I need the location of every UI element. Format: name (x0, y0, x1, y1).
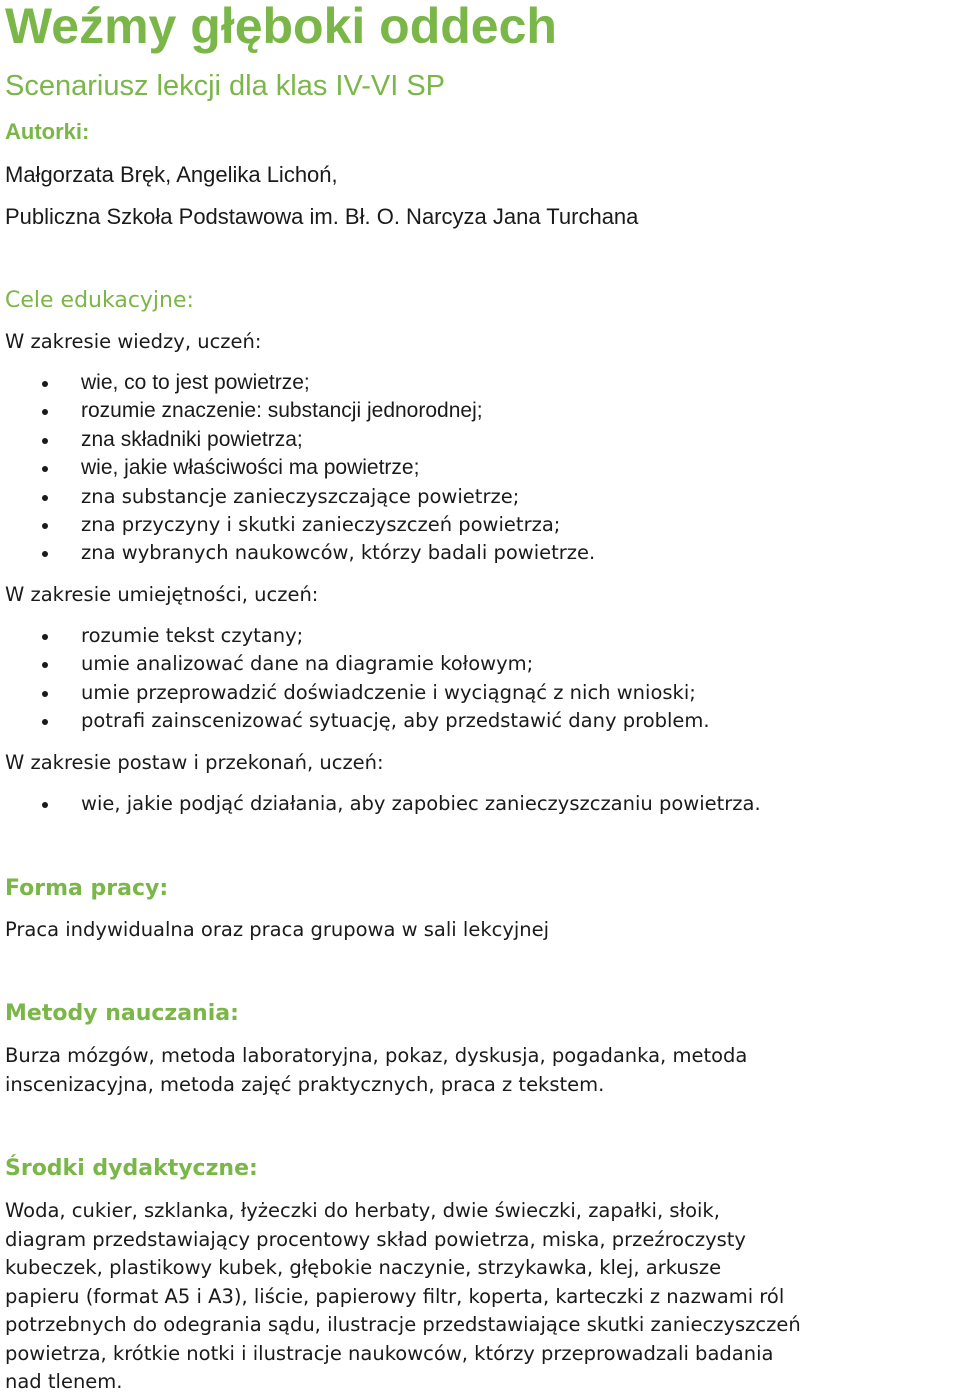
text-line: powietrza, krótkie notki i ilustracje naukowców, którzy przeprowadzali badania (5, 1341, 774, 1365)
list-item: rozumie tekst czytany; (5, 622, 710, 650)
bullet-icon (42, 802, 48, 808)
work-form-heading: Forma pracy: (5, 876, 169, 901)
list-item: wie, co to jest powietrze; (5, 369, 595, 397)
bullet-icon (42, 381, 48, 387)
list-item: umie analizować dane na diagramie kołowym; (5, 650, 710, 678)
text-line: papieru (format A5 i A3), liście, papierowy filtr, koperta, karteczki z nazwami ról (5, 1284, 785, 1308)
attitudes-intro: W zakresie postaw i przekonań, uczeń: (5, 751, 384, 774)
text-line: Woda, cukier, szklanka, łyżeczki do herbaty, dwie świeczki, zapałki, słoik, (5, 1199, 720, 1222)
bullet-icon (42, 466, 48, 472)
list-item: zna substancje zanieczyszczające powietrze; (5, 483, 595, 511)
list-item: zna przyczyny i skutki zanieczyszczeń powietrza; (5, 511, 595, 539)
text-line: inscenizacyjna, metoda zajęć praktycznych, praca z tekstem. (5, 1072, 605, 1096)
authors-names: Małgorzata Bręk, Angelika Lichoń, (5, 162, 338, 187)
bullet-icon (42, 551, 48, 557)
text-line: nad tlenem. (5, 1370, 123, 1393)
list-item: wie, jakie podjąć działania, aby zapobiec zanieczyszczaniu powietrza. (5, 790, 761, 818)
authors-school: Publiczna Szkoła Podstawowa im. Bł. O. Narcyza Jana Turchana (5, 204, 639, 229)
methods-heading: Metody nauczania: (5, 1001, 239, 1026)
bullet-icon (42, 409, 48, 415)
authors-heading: Autorki: (5, 119, 90, 144)
skills-intro: W zakresie umiejętności, uczeń: (5, 583, 319, 606)
bullet-icon (42, 634, 48, 640)
bullet-icon (42, 438, 48, 444)
list-item: rozumie znaczenie: substancji jednorodnej; (5, 397, 595, 425)
attitudes-list (5, 790, 761, 818)
text-line: diagram przedstawiający procentowy skład powietrza, miska, przeźroczysty (5, 1227, 746, 1251)
skills-list (5, 622, 710, 736)
list-item: umie przeprowadzić doświadczenie i wyciągnąć z nich wnioski; (5, 679, 710, 707)
resources-heading: Środki dydaktyczne: (5, 1156, 258, 1181)
bullet-icon (42, 495, 48, 501)
document-title: Weźmy głęboki oddech (5, 0, 557, 54)
document-subtitle: Scenariusz lekcji dla klas IV-VI SP (5, 70, 446, 102)
resources-text (5, 1197, 960, 1397)
bullet-icon (42, 691, 48, 697)
methods-text (5, 1042, 960, 1099)
bullet-icon (42, 523, 48, 529)
list-item: wie, jakie właściwości ma powietrze; (5, 454, 595, 482)
text-line: Burza mózgów, metoda laboratoryjna, pokaz, dyskusja, pogadanka, metoda (5, 1044, 748, 1067)
list-item: potrafi zainscenizować sytuację, aby przedstawić dany problem. (5, 707, 710, 735)
text-line: potrzebnych do odegrania sądu, ilustracje przedstawiające skutki zanieczyszczeń (5, 1313, 801, 1336)
work-form-text: Praca indywidualna oraz praca grupowa w sali lekcyjnej (5, 918, 550, 941)
knowledge-intro: W zakresie wiedzy, uczeń: (5, 330, 262, 353)
list-item: zna składniki powietrza; (5, 426, 595, 454)
list-item: zna wybranych naukowców, którzy badali powietrze. (5, 539, 595, 567)
goals-heading: Cele edukacyjne: (5, 288, 194, 313)
bullet-icon (42, 719, 48, 725)
bullet-icon (42, 662, 48, 668)
knowledge-list (5, 369, 595, 568)
text-line: kubeczek, plastikowy kubek, głębokie naczynie, strzykawka, klej, arkusze (5, 1256, 722, 1279)
